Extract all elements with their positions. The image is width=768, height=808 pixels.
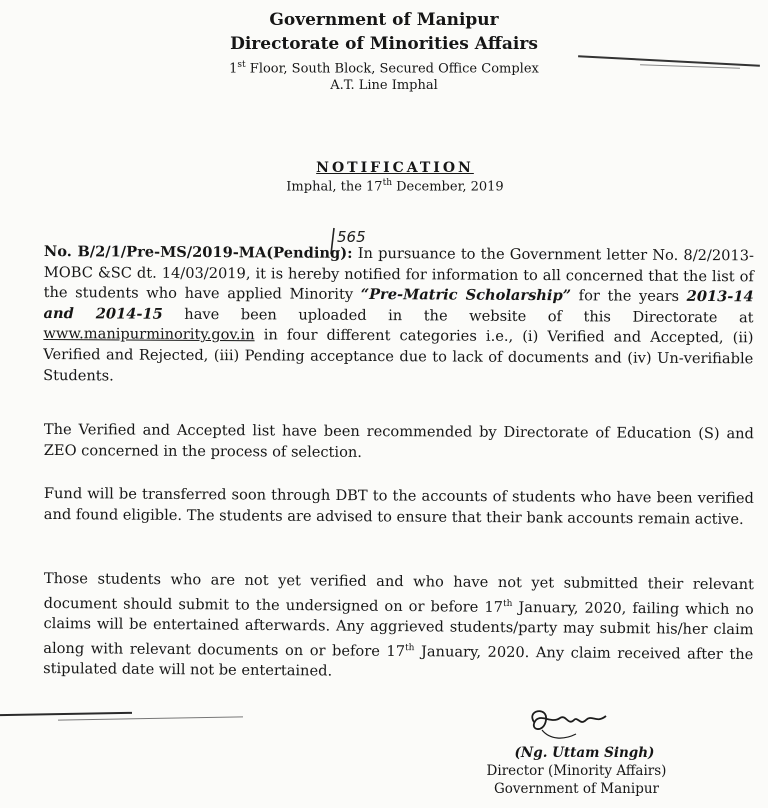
- header-address: 1st Floor, South Block, Secured Office Complex: [229, 60, 539, 77]
- header-government: Government of Manipur: [269, 10, 499, 30]
- pen-stroke-bottom: [0, 712, 132, 716]
- notification-date: Imphal, the 17th December, 2019: [286, 178, 504, 195]
- pen-stroke-bottom-faint: [58, 716, 243, 720]
- signature-scribble: [516, 700, 626, 750]
- website-link[interactable]: www.manipurminority.gov.in: [43, 325, 255, 344]
- svg-text:565: 565: [337, 228, 366, 246]
- reference-number: No. B/2/1/Pre-MS/2019-MA(Pending):: [43, 242, 353, 262]
- header-location: A.T. Line Imphal: [330, 78, 438, 93]
- paragraph-fund-transfer: Fund will be transferred soon through DBT to the accounts of students who have been verified and found eligible. The students are advised to ensure that their bank accounts remain active.: [43, 484, 754, 528]
- header-directorate: Directorate of Minorities Affairs: [230, 34, 538, 54]
- paragraph-deadline: Those students who are not yet verified and who have not yet submitted their relevant document should submit to the undersigned on or before 17th January, 2020, failing which no claims will be entertained afterwards. Any aggrieved students/party may submit his/her claim along with relevant documents on or before 17th January, 2020. Any claim received after the stipulated date will not be entertained.: [43, 569, 754, 680]
- scheme-years: 2013-14 and 2014-15: [43, 288, 754, 323]
- signatory-organisation: Government of Manipur: [494, 781, 659, 797]
- scheme-name: “Pre-Matric Scholarship”: [360, 286, 572, 305]
- notification-title: NOTIFICATION: [316, 160, 474, 176]
- signatory-name: (Ng. Uttam Singh): [514, 745, 655, 761]
- paragraph-recommendation: The Verified and Accepted list have been recommended by Directorate of Education (S) and ZEO concerned in the process of selection.: [43, 420, 754, 461]
- paragraph-main: No. B/2/1/Pre-MS/2019-MA(Pending): In pursuance to the Government letter No. 8/2/2013-MOBC &SC dt. 14/03/2019, it is hereby notified for information to all concerned that the list of the students who have applied Minority “Pre-Matric Scholarship” for the years 2013-14 and 2014-15 have been uploaded in the website of this Directorate at www.manipurminority.gov.in in four different categories i.e., (i) Verified and Accepted, (ii) Verified and Rejected, (iii) Pending acceptance due to lack of documents and (iv) Un-verifiable Students.: [43, 242, 754, 384]
- signatory-designation: Director (Minority Affairs): [486, 763, 667, 779]
